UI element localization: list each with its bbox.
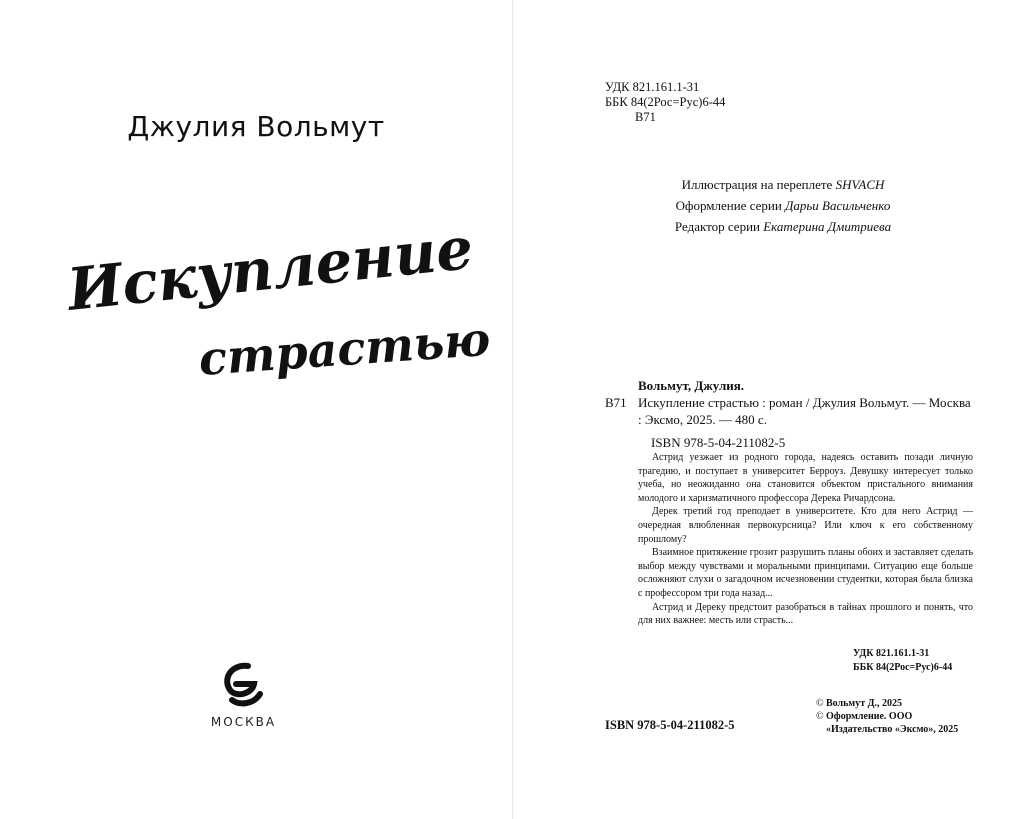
copyright-text: Оформление. ООО «Издательство «Эксмо», 2025 <box>826 711 959 735</box>
credit-illustration <box>653 174 913 195</box>
credits <box>653 174 913 237</box>
biblio-isbn: ISBN 978-5-04-211082-5 <box>651 435 786 450</box>
udk-code: УДК 821.161.1-31 <box>605 80 700 94</box>
copyright-icon: © <box>816 711 824 722</box>
credit-name: Дарьи Васильченко <box>785 198 891 213</box>
udk-code: УДК 821.161.1-31 <box>853 648 930 659</box>
credit-name: SHVACH <box>835 177 885 192</box>
publisher-logo-icon <box>218 660 268 710</box>
book-author: Джулия Вольмут <box>127 110 385 143</box>
isbn: ISBN 978-5-04-211082-5 <box>605 718 735 732</box>
copyright-line <box>816 697 976 710</box>
author-code: В71 <box>635 110 656 124</box>
credit-role: Редактор серии <box>674 219 760 234</box>
book-title-line2: страстью <box>197 311 492 386</box>
right-page <box>513 0 1024 819</box>
credit-series-editor <box>653 216 913 237</box>
biblio-author: Вольмут, Джулия. <box>638 378 745 393</box>
bibliographic-record <box>605 377 977 451</box>
biblio-code: В71 <box>605 395 627 410</box>
publisher-city: МОСКВА <box>210 715 277 729</box>
credit-role: Иллюстрация на переплете <box>681 177 833 192</box>
biblio-row <box>605 394 977 428</box>
bbk-code: ББК 84(2Рос=Рус)6-44 <box>853 662 953 673</box>
annotation-paragraph: Взаимное притяжение грозит разрушить планы обоих и заставляет сделать выбор между чувствами и моральными принципами. Ситуацию еще больше осложняют слухи о загадочном исчезновении студентки, которая была близка с профессором три года назад... <box>638 547 973 599</box>
copyright-block <box>816 697 976 736</box>
classification-codes-bottom <box>853 647 973 675</box>
copyright-line <box>816 710 976 736</box>
annotation-paragraph: Дерек третий год преподает в университете. Кто для него Астрид — очередная влюбленная первокурсница? Или ключ к его собственному прошлому? <box>638 506 973 545</box>
book-annotation <box>638 451 973 628</box>
credit-name: Екатерина Дмитриева <box>763 219 892 234</box>
book-title-line1: Искупление <box>64 213 477 324</box>
credit-series-design <box>653 195 913 216</box>
classification-codes <box>605 80 725 125</box>
biblio-description: Искупление страстью : роман / Джулия Вольмут. — Москва : Эксмо, 2025. — 480 с. <box>638 395 971 427</box>
annotation-paragraph: Астрид уезжает из родного города, надеясь оставить позади личную трагедию, и поступает в университет Берроуз. Девушку интересует только учеба, но неожиданно она становится объектом пристального внимания молодого и харизматичного профессора Дерека Ричардсона. <box>638 452 973 504</box>
credit-role: Оформление серии <box>675 198 782 213</box>
annotation-paragraph: Астрид и Дереку предстоит разобраться в тайнах прошлого и понять, что для них важнее: месть или страсть... <box>638 601 973 627</box>
copyright-text: Вольмут Д., 2025 <box>826 698 903 709</box>
bbk-code: ББК 84(2Рос=Рус)6-44 <box>605 95 726 109</box>
book-title-lettering <box>60 213 492 415</box>
copyright-icon: © <box>816 698 824 709</box>
